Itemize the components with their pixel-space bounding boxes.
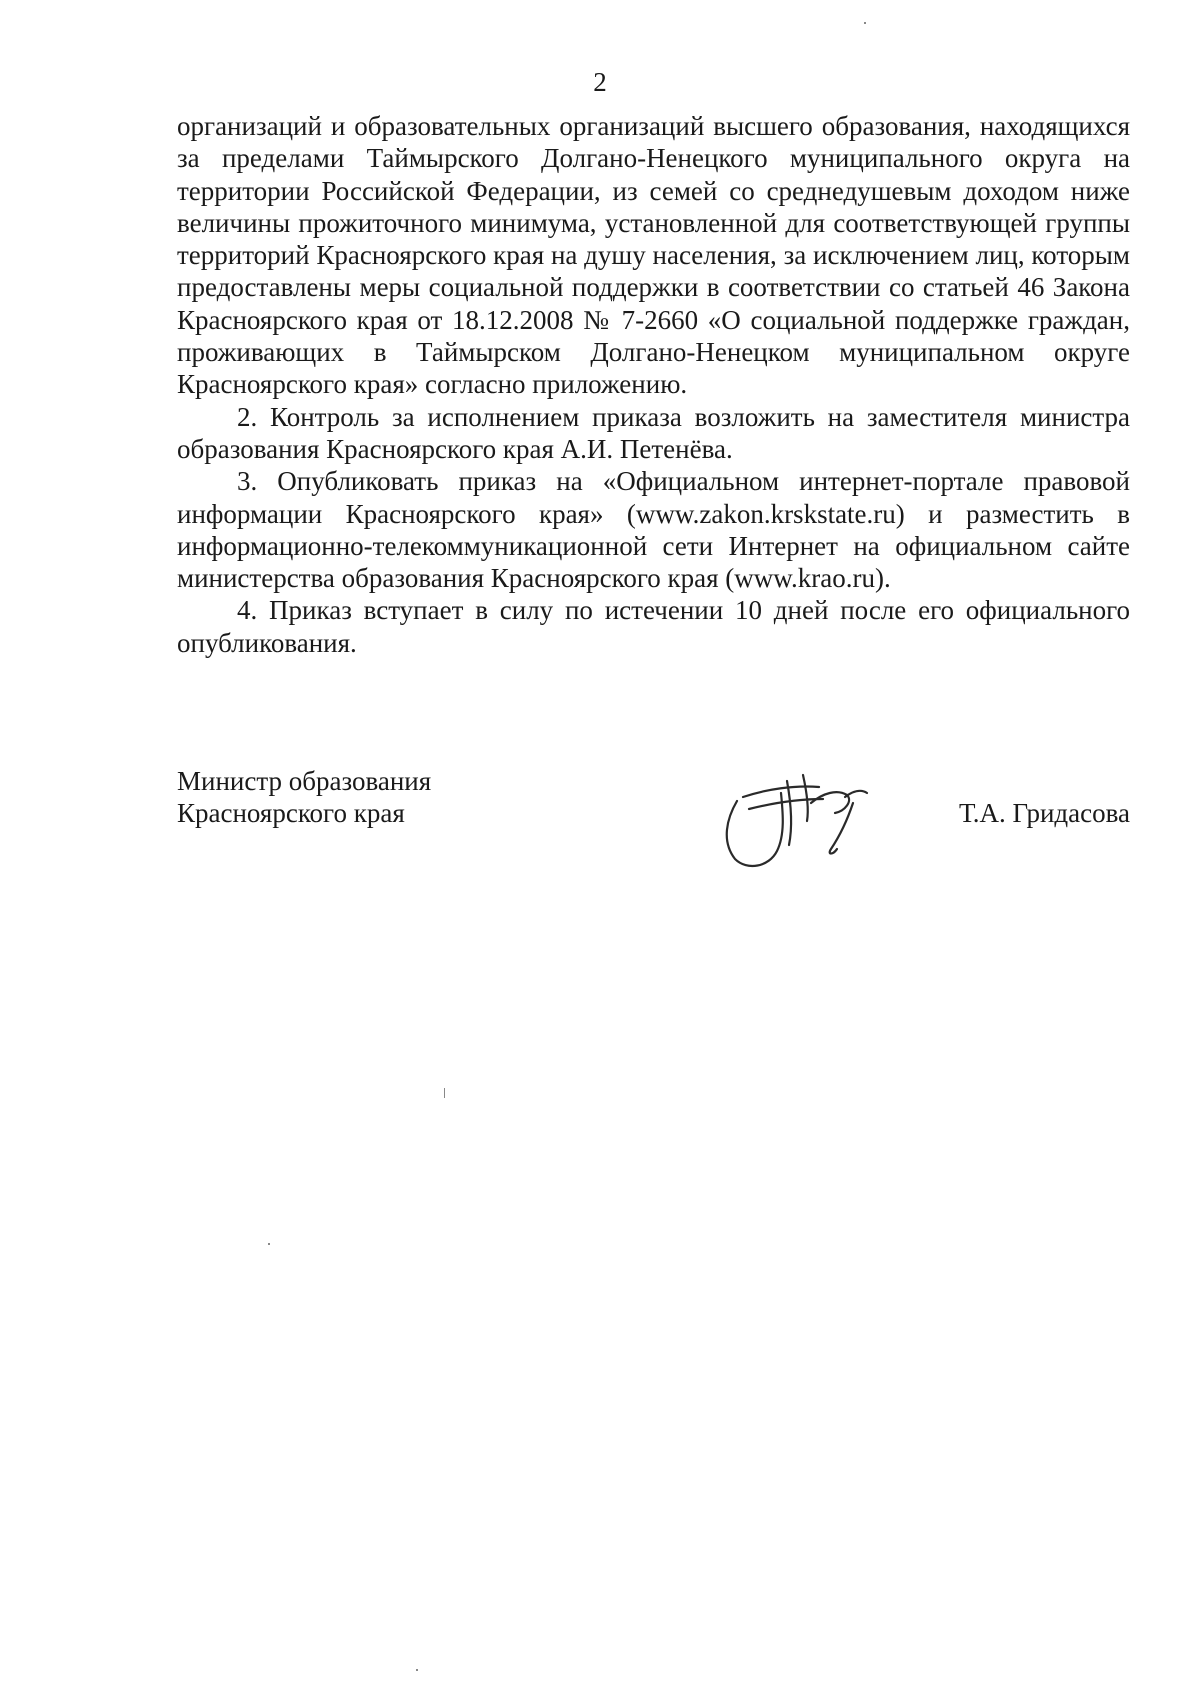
handwritten-signature-icon: [707, 763, 887, 873]
page-number: 2: [593, 67, 607, 97]
scan-speck: [444, 1088, 445, 1098]
scan-speck: [268, 1243, 270, 1245]
scan-speck: [864, 22, 866, 24]
paragraph-item-3: 3. Опубликовать приказ на «Официальном интернет-портале правовой информации Красноярского края» (www.zakon.krskstate.ru) и разместить в информационно-телекоммуникационной сети Интернет на официальном сайте министерства образования Красноярского края (www.krao.ru).: [177, 466, 1130, 594]
paragraph-item-2: 2. Контроль за исполнением приказа возложить на заместителя министра образования Красноярского края А.И. Петенёва.: [177, 401, 1130, 464]
document-body: [177, 110, 1130, 659]
signatory-title: [177, 765, 431, 829]
signatory-title-line-1: Министр образования: [177, 766, 432, 796]
signatory-title-line-2: Красноярского края: [177, 798, 405, 828]
paragraph-continuation: организаций и образовательных организаций высшего образования, находящихся за пределами Таймырского Долгано-Ненецкого муниципального округа на территории Российской Федерации, из семей со среднедушевым доходом ниже величины прожиточного минимума, установленной для соответствующей группы территорий Красноярского края на душу населения, за исключением лиц, которым предоставлены меры социальной поддержки в соответствии со статьей 46 Закона Красноярского края от 18.12.2008 № 7-2660 «О социальной поддержке граждан, проживающих в Таймырском Долгано-Ненецком муниципальном округе Красноярского края» согласно приложению.: [177, 111, 1130, 400]
signature-block: [177, 765, 1130, 905]
paragraph-item-4: 4. Приказ вступает в силу по истечении 10 дней после его официального опубликования.: [177, 595, 1130, 658]
signatory-name: Т.А. Гридасова: [959, 798, 1130, 828]
scan-speck: [416, 1669, 418, 1671]
